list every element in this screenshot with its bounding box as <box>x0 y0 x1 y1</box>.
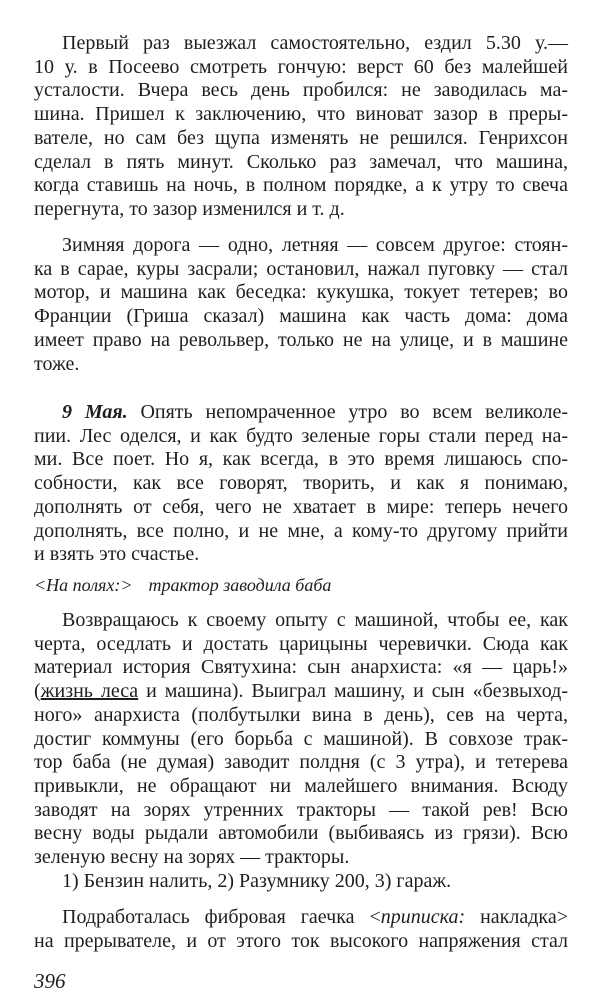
text-segment: ( <box>34 680 41 703</box>
text-line: перегнута, то зазор изменился и т. д. <box>34 197 345 220</box>
text-line: ми. Все поет. Но я, как всегда, в это время лишаюсь спо- <box>34 448 568 471</box>
text-segment: Подработалась фибровая гаечка < <box>62 906 381 928</box>
text-line <box>62 905 568 929</box>
text-line: Франции (Гриша сказал) машина как часть дома: дома <box>34 305 568 328</box>
page-number: 396 <box>34 969 66 993</box>
text-line: когда ставишь на ночь, в полном порядке, а к утру то свеча <box>34 174 568 197</box>
text-line: и взять это счастье. <box>34 543 200 566</box>
text-line: тоже. <box>34 352 80 375</box>
text-line: усталости. Вчера весь день пробился: не заводилась ма- <box>34 79 568 102</box>
underlined-text: жизнь леса <box>40 680 139 703</box>
text-line <box>34 679 568 703</box>
text-line: весну воды рыдали автомобили (выбиваясь из грязи). Всю <box>34 822 568 845</box>
text-line: дополнять, все полно, и не мне, а кому-то другому прийти <box>34 519 568 542</box>
text-line: Первый раз выезжал самостоятельно, ездил 5.30 у.— <box>62 32 568 54</box>
text-line: мотор, и машина как беседка: кукушка, токует тетерев; во <box>34 281 568 304</box>
margin-note <box>34 573 331 597</box>
italic-text: приписка: <box>380 906 466 928</box>
text-line: ного» анархиста (полбутылки вина в день), сев на черта, <box>34 703 568 726</box>
text-segment: Опять непомраченное утро во всем великоле- <box>127 401 569 423</box>
entry-date: 9 Мая. <box>62 401 128 423</box>
text-line: дополнять от себя, чего не хватает в мире: теперь нечего <box>34 495 568 518</box>
text-line: достиг коммуны (его борьба с машиной). В совхозе трак- <box>34 727 568 750</box>
text-line: тор баба (не думая) заводит полдня (с 3 утра), и тетерева <box>34 751 568 774</box>
text-line: черта, оседлать и достать царицыны черевички. Сюда как <box>34 632 568 655</box>
text-line: 1) Бензин налить, 2) Разумнику 200, 3) гараж. <box>62 869 452 892</box>
text-line: сделал в пять минут. Сколько раз замечал, что машина, <box>34 150 568 173</box>
text-line: привыкли, не обращают ни малейшего внимания. Всюду <box>34 774 568 797</box>
text-line: заводят на зорях утренних тракторы — такой рев! Всю <box>34 798 568 821</box>
margin-note-label: <На полях:> <box>34 575 133 595</box>
text-line <box>62 400 568 424</box>
text-segment: накладка> <box>465 906 569 928</box>
text-line: Зимняя дорога — одно, летняя — совсем другое: стоян- <box>62 234 568 256</box>
text-line: материал история Святухина: сын анархиста: «я — царь!» <box>34 656 568 679</box>
text-line: имеет право на револьвер, только не на улице, и в машине <box>34 328 568 351</box>
text-line: собности, как все говорят, творить, и как я понимаю, <box>34 472 568 495</box>
text-line: пии. Лес оделся, и как будто зеленые горы стали перед на- <box>34 424 568 447</box>
text-line: шина. Пришел к заключению, что виноват зазор в преры- <box>34 103 568 126</box>
text-line: ка в сарае, куры засрали; остановил, нажал пуговку — стал <box>34 257 568 280</box>
margin-note-text: трактор заводила баба <box>148 575 332 595</box>
text-line: Возвращаюсь к своему опыту с машиной, чтобы ее, как <box>62 609 568 631</box>
text-line: на прерывателе, и от этого ток высокого напряжения стал <box>34 929 568 952</box>
text-line: 10 у. в Посеево смотреть гончую: верст 60 без малейшей <box>34 55 568 78</box>
text-line: вателе, но сам без щупа изменять не решился. Генрихсон <box>34 126 568 149</box>
text-line: зеленую весну на зорях — тракторы. <box>34 846 350 868</box>
text-segment: и машина). Выиграл машину, и сын «безвыход- <box>138 680 568 703</box>
